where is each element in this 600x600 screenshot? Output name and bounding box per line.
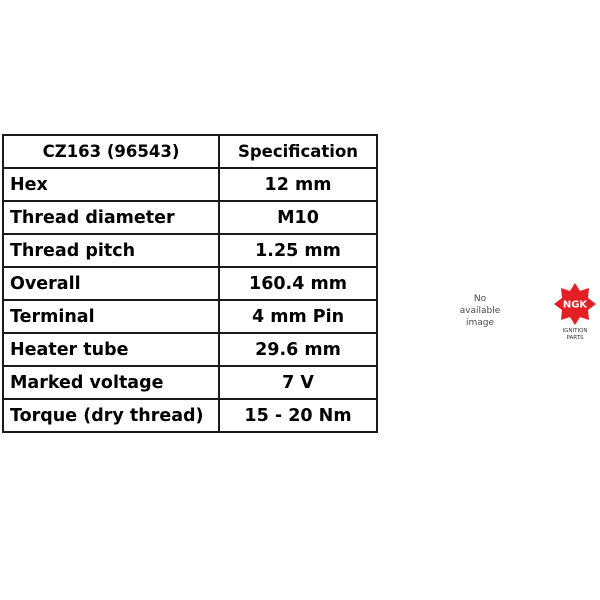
row-value: M10 <box>219 201 377 234</box>
row-value: 7 V <box>219 366 377 399</box>
no-image-placeholder <box>450 293 510 329</box>
logo-caption-line: IGNITION <box>562 328 588 334</box>
ngk-badge-icon <box>553 282 597 326</box>
specification-header: Specification <box>219 135 377 168</box>
logo-caption <box>548 328 600 342</box>
row-label: Heater tube <box>3 333 219 366</box>
row-value: 1.25 mm <box>219 234 377 267</box>
row-value: 4 mm Pin <box>219 300 377 333</box>
row-label: Marked voltage <box>3 366 219 399</box>
table-row <box>3 333 377 366</box>
row-value: 29.6 mm <box>219 333 377 366</box>
table-header-row <box>3 135 377 168</box>
logo-wordmark: NGK <box>562 299 588 311</box>
row-value: 12 mm <box>219 168 377 201</box>
table-row <box>3 366 377 399</box>
row-label: Terminal <box>3 300 219 333</box>
row-label: Hex <box>3 168 219 201</box>
row-label: Thread pitch <box>3 234 219 267</box>
table-row <box>3 399 377 432</box>
part-number-header: CZ163 (96543) <box>3 135 219 168</box>
placeholder-text: No <box>473 294 487 304</box>
row-value: 160.4 mm <box>219 267 377 300</box>
row-value: 15 - 20 Nm <box>219 399 377 432</box>
placeholder-text: available <box>459 306 501 316</box>
table-row <box>3 168 377 201</box>
row-label: Thread diameter <box>3 201 219 234</box>
table-row <box>3 201 377 234</box>
logo-caption-line: PARTS <box>566 335 584 341</box>
placeholder-text: image <box>465 318 495 328</box>
table-row <box>3 300 377 333</box>
row-label: Torque (dry thread) <box>3 399 219 432</box>
row-label: Overall <box>3 267 219 300</box>
table-row <box>3 234 377 267</box>
ngk-logo <box>548 282 600 342</box>
table-row <box>3 267 377 300</box>
spec-table <box>2 134 378 433</box>
